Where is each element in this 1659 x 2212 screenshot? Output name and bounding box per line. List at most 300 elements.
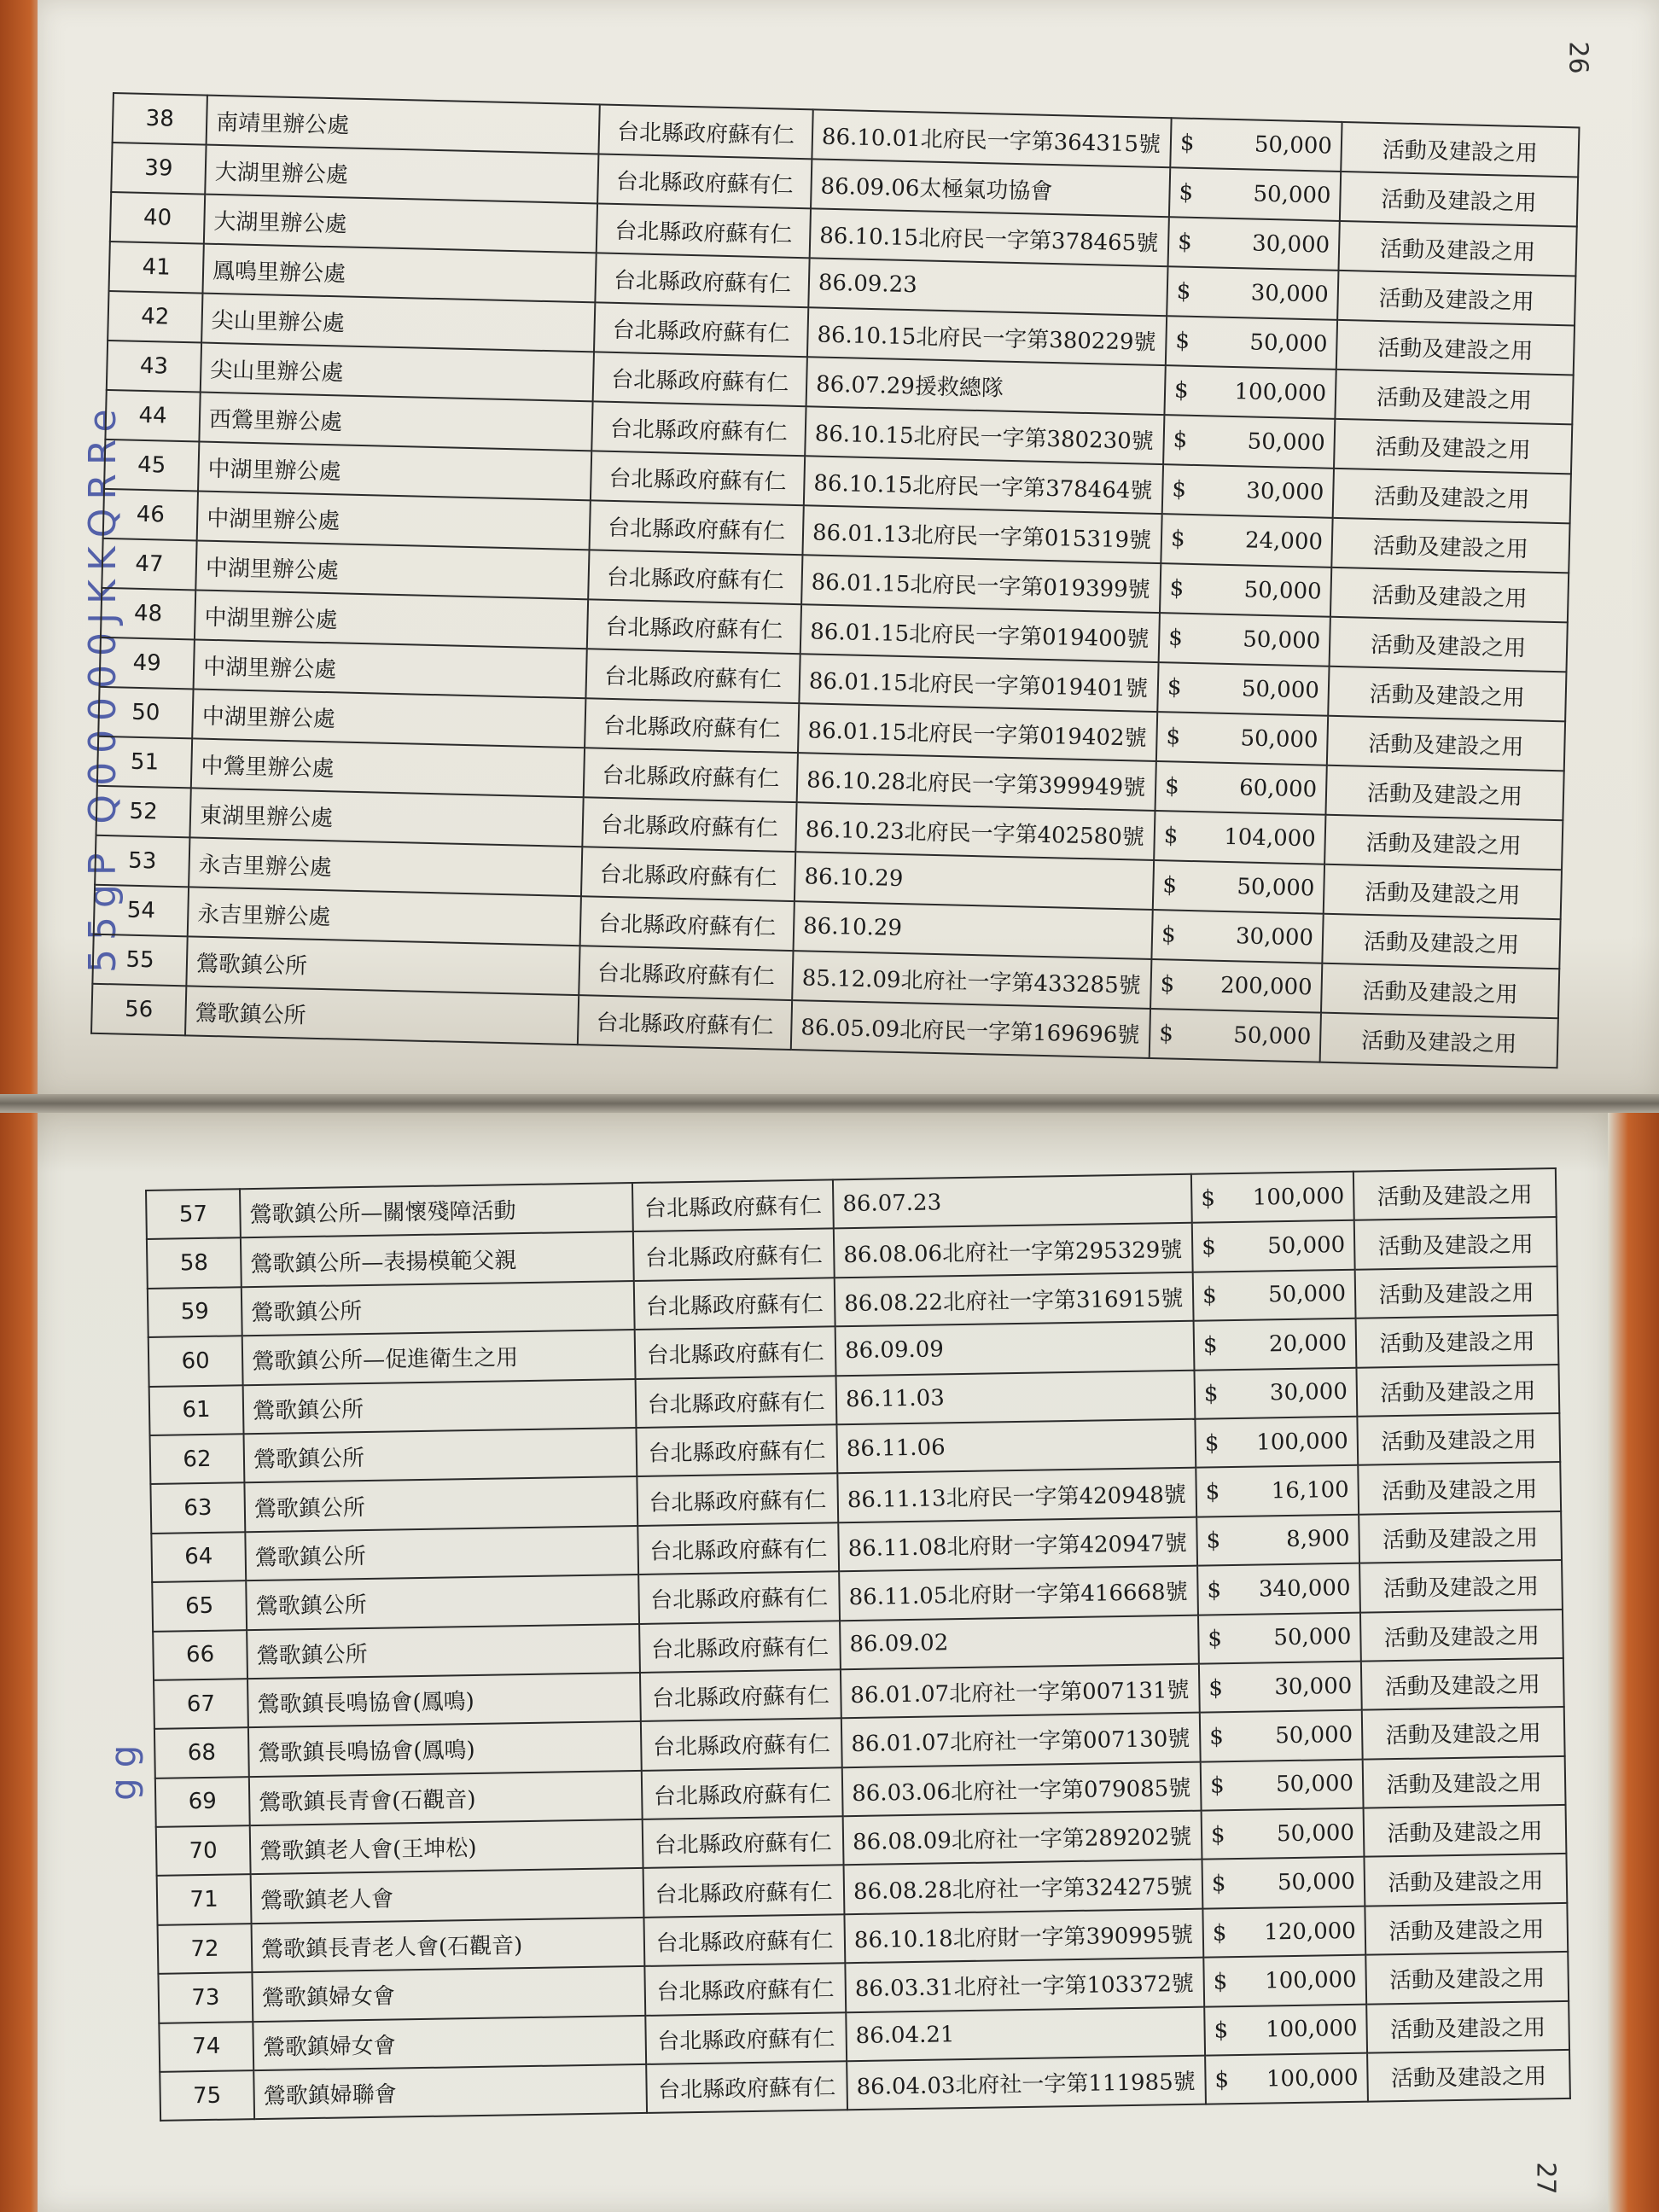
purpose-cell: 活動及建設之用 (1358, 1462, 1561, 1514)
amount-cell (1168, 217, 1340, 271)
amount-cell (1153, 860, 1324, 914)
document-reference-cell: 86.10.29 (795, 852, 1154, 910)
currency-symbol: $ (1201, 1234, 1216, 1260)
granting-authority-cell: 台北縣政府蘇有仁 (585, 649, 800, 703)
granting-authority-cell: 台北縣政府蘇有仁 (641, 1719, 842, 1771)
currency-symbol: $ (1167, 674, 1182, 701)
amount-value: 50,000 (1276, 1819, 1355, 1848)
amount-value: 50,000 (1273, 1624, 1352, 1651)
amount-value: 50,000 (1275, 1771, 1354, 1798)
row-number-cell: 51 (97, 736, 192, 789)
currency-symbol: $ (1212, 1919, 1227, 1947)
purpose-cell: 活動及建設之用 (1331, 518, 1569, 573)
amount-value: 16,100 (1271, 1476, 1349, 1505)
currency-symbol: $ (1179, 179, 1194, 206)
purpose-cell: 活動及建設之用 (1341, 122, 1579, 178)
amount-cell (1155, 761, 1327, 815)
currency-symbol: $ (1173, 377, 1190, 404)
document-reference-cell: 86.10.15北府民一字第378465號 (810, 208, 1169, 266)
amount-value: 20,000 (1268, 1330, 1348, 1358)
amount-cell (1196, 1514, 1359, 1565)
currency-symbol: $ (1202, 1332, 1218, 1359)
document-reference-cell: 86.07.29援救總隊 (806, 357, 1166, 415)
amount-cell (1166, 316, 1337, 370)
currency-symbol: $ (1167, 625, 1184, 651)
currency-symbol: $ (1202, 1283, 1217, 1310)
granting-authority-cell: 台北縣政府蘇有仁 (598, 104, 812, 159)
document-reference-cell: 86.10.15北府民一字第378464號 (804, 456, 1163, 514)
currency-symbol: $ (1160, 971, 1175, 998)
currency-symbol: $ (1208, 1674, 1224, 1702)
amount-value: 104,000 (1223, 824, 1317, 853)
recipient-unit-cell: 西鶯里辦公處 (199, 393, 592, 451)
purpose-cell: 活動及建設之用 (1359, 1560, 1563, 1612)
row-number-cell: 47 (102, 538, 196, 591)
amount-value: 50,000 (1240, 725, 1318, 754)
amount-cell (1202, 1857, 1365, 1908)
document-reference-cell: 86.10.18北府財一字第390995號 (844, 1908, 1203, 1963)
currency-symbol: $ (1164, 773, 1180, 800)
amount-value: 30,000 (1235, 923, 1314, 952)
currency-symbol: $ (1170, 526, 1185, 552)
purpose-cell: 活動及建設之用 (1337, 271, 1575, 326)
purpose-cell: 活動及建設之用 (1325, 765, 1563, 821)
document-reference-cell: 86.08.22北府社一字第316915號 (835, 1272, 1194, 1327)
row-number-cell: 39 (111, 143, 206, 195)
document-reference-cell: 86.04.03北府社一字第111985號 (847, 2056, 1206, 2110)
currency-symbol: $ (1158, 1021, 1174, 1047)
row-number-cell: 68 (154, 1727, 249, 1778)
document-reference-cell: 86.09.23 (808, 258, 1167, 316)
row-number-cell: 44 (105, 390, 200, 442)
granting-authority-cell: 台北縣政府蘇有仁 (597, 203, 811, 258)
amount-cell (1203, 1955, 1366, 2006)
document-reference-cell: 86.08.09北府社一字第289202號 (843, 1811, 1202, 1866)
amount-cell (1161, 514, 1332, 568)
purpose-cell: 活動及建設之用 (1353, 1168, 1557, 1220)
recipient-unit-cell: 鶯歌鎮公所 (245, 1526, 638, 1581)
currency-symbol: $ (1176, 278, 1191, 305)
purpose-cell: 活動及建設之用 (1334, 419, 1572, 474)
currency-symbol: $ (1208, 1724, 1225, 1750)
amount-cell (1154, 811, 1325, 864)
granting-authority-cell: 台北縣政府蘇有仁 (582, 797, 796, 852)
recipient-unit-cell: 鳳鳴里辦公處 (202, 244, 596, 303)
purpose-cell: 活動及建設之用 (1324, 864, 1562, 920)
purpose-cell: 活動及建設之用 (1365, 1903, 1568, 1955)
purpose-cell: 活動及建設之用 (1366, 2001, 1569, 2053)
document-reference-cell: 86.10.15北府民一字第380229號 (807, 307, 1167, 365)
recipient-unit-cell: 鶯歌鎮公所 (243, 1379, 637, 1435)
currency-symbol: $ (1177, 229, 1193, 255)
recipient-unit-cell: 鶯歌鎮公所 (185, 986, 579, 1045)
purpose-cell: 活動及建設之用 (1367, 2050, 1570, 2102)
subsidy-table-bottom-body (146, 1168, 1570, 2121)
recipient-unit-cell: 鶯歌鎮公所 (246, 1575, 639, 1630)
row-number-cell: 65 (152, 1580, 247, 1631)
row-number-cell: 53 (95, 835, 189, 888)
amount-value: 100,000 (1234, 379, 1327, 407)
purpose-cell: 活動及建設之用 (1355, 1266, 1558, 1318)
amount-value: 50,000 (1247, 428, 1326, 457)
purpose-cell: 活動及建設之用 (1340, 172, 1578, 227)
recipient-unit-cell: 中湖里辦公處 (194, 639, 587, 698)
amount-value: 50,000 (1243, 577, 1322, 605)
granting-authority-cell: 台北縣政府蘇有仁 (637, 1474, 838, 1526)
recipient-unit-cell: 永吉里辦公處 (189, 837, 582, 896)
document-reference-cell: 86.01.15北府民一字第019400號 (800, 604, 1160, 662)
amount-value: 100,000 (1266, 2064, 1359, 2093)
amount-value: 50,000 (1249, 329, 1328, 358)
recipient-unit-cell: 鶯歌鎮公所 (247, 1623, 640, 1679)
recipient-unit-cell: 鶯歌鎮婦女會 (253, 2016, 646, 2071)
document-reference-cell: 86.01.15北府民一字第019399號 (801, 555, 1161, 613)
desk-background-right (1608, 1109, 1659, 2212)
document-reference-cell: 86.10.01北府民一字第364315號 (812, 109, 1171, 167)
granting-authority-cell: 台北縣政府蘇有仁 (591, 401, 806, 456)
currency-symbol: $ (1163, 823, 1179, 849)
granting-authority-cell: 台北縣政府蘇有仁 (640, 1669, 841, 1721)
purpose-cell: 活動及建設之用 (1321, 963, 1559, 1019)
granting-authority-cell: 台北縣政府蘇有仁 (588, 550, 802, 604)
row-number-cell: 46 (103, 489, 198, 541)
granting-authority-cell: 台北縣政府蘇有仁 (643, 1866, 845, 1918)
recipient-unit-cell: 中湖里辦公處 (195, 540, 589, 599)
granting-authority-cell: 台北縣政府蘇有仁 (594, 302, 808, 357)
recipient-unit-cell: 鶯歌鎮公所 (244, 1428, 637, 1483)
row-number-cell: 55 (92, 934, 187, 987)
granting-authority-cell: 台北縣政府蘇有仁 (580, 896, 795, 951)
granting-authority-cell: 台北縣政府蘇有仁 (635, 1326, 836, 1378)
granting-authority-cell: 台北縣政府蘇有仁 (593, 352, 807, 406)
amount-cell (1194, 1367, 1357, 1418)
row-number-cell: 48 (101, 588, 195, 640)
granting-authority-cell: 台北縣政府蘇有仁 (581, 847, 795, 901)
row-number-cell: 54 (94, 885, 189, 937)
purpose-cell: 活動及建設之用 (1359, 1511, 1562, 1563)
purpose-cell: 活動及建設之用 (1324, 815, 1563, 870)
purpose-cell: 活動及建設之用 (1333, 469, 1571, 524)
amount-value: 340,000 (1258, 1575, 1351, 1603)
row-number-cell: 56 (91, 984, 186, 1036)
row-number-cell: 50 (98, 687, 193, 739)
purpose-cell: 活動及建設之用 (1357, 1413, 1560, 1465)
amount-value: 30,000 (1274, 1673, 1353, 1700)
currency-symbol: $ (1173, 427, 1188, 453)
granting-authority-cell: 台北縣政府蘇有仁 (632, 1179, 834, 1231)
row-number-cell: 72 (158, 1924, 253, 1974)
purpose-cell: 活動及建設之用 (1330, 617, 1568, 672)
amount-cell (1159, 613, 1330, 667)
row-number-cell: 52 (96, 786, 190, 838)
purpose-cell: 活動及建設之用 (1362, 1707, 1565, 1759)
document-reference-cell: 86.01.15北府民一字第019401號 (799, 654, 1158, 712)
document-reference-cell: 86.10.15北府民一字第380230號 (805, 406, 1164, 464)
document-reference-cell: 86.11.13北府民一字第420948號 (837, 1468, 1196, 1522)
granting-authority-cell: 台北縣政府蘇有仁 (643, 1914, 845, 1966)
amount-cell (1201, 1759, 1364, 1810)
document-reference-cell: 86.03.31北府社一字第103372號 (845, 1958, 1204, 2012)
purpose-cell: 活動及建設之用 (1360, 1609, 1563, 1661)
currency-symbol: $ (1179, 130, 1195, 156)
book-gutter (0, 1094, 1659, 1113)
amount-value: 30,000 (1269, 1379, 1348, 1406)
recipient-unit-cell: 鶯歌鎮公所 (186, 936, 579, 995)
row-number-cell: 64 (151, 1532, 246, 1582)
purpose-cell: 活動及建設之用 (1361, 1658, 1564, 1710)
amount-value: 50,000 (1277, 1868, 1356, 1896)
row-number-cell: 59 (148, 1287, 242, 1337)
document-reference-cell: 86.10.23北府民一字第402580號 (795, 802, 1155, 860)
amount-cell (1169, 167, 1341, 221)
purpose-cell: 活動及建設之用 (1363, 1756, 1566, 1808)
amount-value: 24,000 (1244, 527, 1324, 556)
granting-authority-cell: 台北縣政府蘇有仁 (645, 2012, 847, 2064)
recipient-unit-cell: 中湖里辦公處 (197, 491, 591, 550)
amount-cell (1193, 1270, 1356, 1321)
recipient-unit-cell: 南靖里辦公處 (207, 96, 600, 154)
subsidy-table-top (90, 92, 1580, 1068)
amount-value: 30,000 (1246, 478, 1324, 506)
row-number-cell: 66 (153, 1630, 247, 1680)
currency-symbol: $ (1172, 476, 1187, 503)
row-number-cell: 75 (160, 2070, 254, 2121)
amount-value: 50,000 (1242, 626, 1321, 655)
row-number-cell: 61 (149, 1385, 244, 1435)
currency-symbol: $ (1214, 2066, 1230, 2093)
row-number-cell: 57 (146, 1189, 241, 1239)
page-number-bottom: 27 (1530, 2162, 1561, 2195)
row-number-cell: 67 (154, 1679, 248, 1729)
purpose-cell: 活動及建設之用 (1356, 1315, 1559, 1367)
currency-symbol: $ (1175, 328, 1190, 354)
recipient-unit-cell: 大湖里辦公處 (205, 145, 598, 204)
recipient-unit-cell: 鶯歌鎮婦女會 (252, 1966, 645, 2022)
granting-authority-cell: 台北縣政府蘇有仁 (639, 1621, 841, 1673)
purpose-cell: 活動及建設之用 (1364, 1805, 1567, 1857)
granting-authority-cell: 台北縣政府蘇有仁 (595, 253, 809, 307)
document-reference-cell: 86.10.28北府民一字第399949號 (797, 753, 1156, 811)
recipient-unit-cell: 鶯歌鎮公所—關懷殘障活動 (240, 1183, 633, 1238)
amount-value: 100,000 (1264, 1966, 1357, 1994)
granting-authority-cell: 台北縣政府蘇有仁 (578, 995, 792, 1050)
purpose-cell: 活動及建設之用 (1364, 1854, 1567, 1906)
amount-cell (1192, 1220, 1355, 1272)
row-number-cell: 42 (108, 291, 202, 343)
amount-cell (1199, 1662, 1362, 1713)
document-reference-cell: 86.01.07北府社一字第007130號 (841, 1713, 1201, 1767)
recipient-unit-cell: 中湖里辦公處 (192, 689, 585, 748)
document-reference-cell: 86.11.05北府財一字第416668號 (839, 1566, 1198, 1621)
amount-cell (1163, 415, 1335, 469)
recipient-unit-cell: 鶯歌鎮長鳴協會(鳳鳴) (247, 1673, 641, 1728)
document-reference-cell: 86.09.06太極氣功協會 (811, 159, 1170, 217)
recipient-unit-cell: 鶯歌鎮長青會(石觀音) (249, 1771, 643, 1826)
currency-symbol: $ (1205, 1479, 1220, 1505)
amount-cell (1160, 563, 1331, 617)
granting-authority-cell: 台北縣政府蘇有仁 (590, 500, 804, 555)
amount-value: 30,000 (1251, 230, 1330, 259)
amount-value: 50,000 (1266, 1232, 1346, 1260)
row-number-cell: 71 (157, 1875, 252, 1925)
purpose-cell: 活動及建設之用 (1335, 370, 1573, 425)
currency-symbol: $ (1209, 1773, 1225, 1799)
amount-value: 50,000 (1254, 131, 1333, 160)
row-number-cell: 70 (156, 1825, 251, 1876)
recipient-unit-cell: 鶯歌鎮長鳴協會(鳳鳴) (248, 1721, 642, 1777)
amount-cell (1150, 959, 1322, 1013)
purpose-cell: 活動及建設之用 (1336, 320, 1575, 375)
recipient-unit-cell: 鶯歌鎮公所—促進衛生之用 (242, 1330, 636, 1385)
row-number-cell: 58 (147, 1238, 242, 1289)
document-reference-cell: 86.10.29 (794, 901, 1153, 959)
document-reference-cell: 86.09.02 (840, 1615, 1199, 1669)
granting-authority-cell: 台北縣政府蘇有仁 (642, 1767, 843, 1819)
granting-authority-cell: 台北縣政府蘇有仁 (587, 599, 801, 654)
document-reference-cell: 86.08.28北府社一字第324275號 (844, 1860, 1203, 1914)
granting-authority-cell: 台北縣政府蘇有仁 (591, 451, 805, 505)
row-number-cell: 73 (158, 1972, 253, 2023)
amount-cell (1194, 1318, 1357, 1370)
document-reference-cell: 86.07.23 (833, 1174, 1192, 1229)
amount-cell (1162, 464, 1334, 518)
granting-authority-cell: 台北縣政府蘇有仁 (644, 1963, 846, 2015)
currency-symbol: $ (1210, 1821, 1225, 1848)
granting-authority-cell: 台北縣政府蘇有仁 (584, 748, 798, 802)
currency-symbol: $ (1203, 1381, 1219, 1407)
granting-authority-cell: 台北縣政府蘇有仁 (636, 1376, 837, 1428)
amount-value: 50,000 (1275, 1721, 1353, 1749)
document-reference-cell: 86.01.07北府社一字第007131號 (841, 1664, 1200, 1719)
amount-value: 50,000 (1232, 1022, 1312, 1051)
recipient-unit-cell: 鶯歌鎮老人會 (251, 1868, 644, 1924)
amount-cell (1150, 1009, 1321, 1062)
row-number-cell: 38 (113, 93, 207, 145)
recipient-unit-cell: 東湖里辦公處 (189, 788, 583, 847)
amount-value: 200,000 (1220, 972, 1313, 1001)
row-number-cell: 60 (148, 1336, 243, 1386)
recipient-unit-cell: 鶯歌鎮婦聯會 (253, 2064, 647, 2120)
row-number-cell: 49 (100, 637, 195, 690)
purpose-cell: 活動及建設之用 (1338, 221, 1576, 276)
currency-symbol: $ (1208, 1626, 1223, 1652)
document-reference-cell: 86.09.09 (835, 1321, 1195, 1376)
row-number-cell: 41 (109, 242, 204, 294)
granting-authority-cell: 台北縣政府蘇有仁 (579, 946, 793, 1000)
recipient-unit-cell: 鶯歌鎮公所 (244, 1476, 637, 1532)
subsidy-table-bottom (145, 1167, 1571, 2122)
document-reference-cell: 86.11.06 (836, 1419, 1196, 1474)
subsidy-table-top-body (91, 93, 1579, 1068)
document-reference-cell: 86.08.06北府社一字第295329號 (834, 1223, 1193, 1278)
row-number-cell: 45 (104, 439, 199, 492)
granting-authority-cell: 台北縣政府蘇有仁 (597, 154, 812, 208)
amount-cell (1151, 910, 1323, 963)
granting-authority-cell: 台北縣政府蘇有仁 (633, 1229, 835, 1281)
amount-value: 120,000 (1264, 1918, 1357, 1946)
recipient-unit-cell: 中湖里辦公處 (198, 442, 591, 501)
document-reference-cell: 86.01.15北府民一字第019402號 (798, 703, 1157, 761)
recipient-unit-cell: 鶯歌鎮公所—表揚模範父親 (241, 1231, 634, 1287)
granting-authority-cell: 台北縣政府蘇有仁 (646, 2061, 847, 2113)
currency-symbol: $ (1214, 2017, 1229, 2044)
currency-symbol: $ (1201, 1185, 1216, 1212)
granting-authority-cell: 台北縣政府蘇有仁 (585, 698, 799, 753)
recipient-unit-cell: 鶯歌鎮老人會(王坤松) (250, 1819, 643, 1875)
currency-symbol: $ (1207, 1577, 1222, 1604)
row-number-cell: 40 (110, 192, 205, 244)
document-reference-cell: 86.01.13北府民一字第015319號 (802, 505, 1161, 563)
purpose-cell: 活動及建設之用 (1328, 667, 1566, 722)
document-reference-cell: 86.11.08北府財一字第420947號 (838, 1516, 1197, 1571)
row-number-cell: 63 (150, 1483, 245, 1534)
currency-symbol: $ (1161, 922, 1176, 948)
purpose-cell: 活動及建設之用 (1330, 568, 1569, 623)
document-reference-cell: 86.05.09北府民一字第169696號 (791, 1000, 1150, 1058)
amount-cell (1197, 1563, 1360, 1615)
margin-handwriting-top: 55gP Q00000JKKQRRe (81, 400, 125, 973)
amount-cell (1202, 1808, 1365, 1860)
purpose-cell: 活動及建設之用 (1327, 716, 1565, 771)
amount-value: 30,000 (1250, 280, 1330, 308)
purpose-cell: 活動及建設之用 (1356, 1365, 1559, 1417)
amount-value: 50,000 (1237, 874, 1315, 902)
amount-value: 50,000 (1253, 181, 1331, 209)
purpose-cell: 活動及建設之用 (1354, 1217, 1557, 1269)
amount-cell (1157, 662, 1329, 716)
recipient-unit-cell: 尖山里辦公處 (201, 294, 595, 352)
amount-cell (1156, 712, 1328, 765)
recipient-unit-cell: 鶯歌鎮長青老人會(石觀音) (252, 1918, 645, 1973)
recipient-unit-cell: 中湖里辦公處 (195, 590, 588, 649)
document-reference-cell: 86.04.21 (846, 2006, 1205, 2061)
amount-cell (1204, 2004, 1367, 2055)
amount-cell (1170, 118, 1342, 172)
amount-value: 60,000 (1238, 775, 1318, 803)
currency-symbol: $ (1166, 724, 1181, 750)
currency-symbol: $ (1169, 575, 1185, 602)
amount-value: 100,000 (1265, 2016, 1358, 2043)
recipient-unit-cell: 尖山里辦公處 (201, 343, 594, 402)
row-number-cell: 74 (159, 2022, 253, 2072)
amount-cell (1202, 1906, 1365, 1958)
amount-value: 50,000 (1267, 1281, 1347, 1308)
currency-symbol: $ (1206, 1528, 1221, 1554)
recipient-unit-cell: 中鶯里辦公處 (191, 738, 585, 797)
recipient-unit-cell: 大湖里辦公處 (204, 195, 597, 253)
row-number-cell: 43 (107, 341, 201, 393)
granting-authority-cell: 台北縣政府蘇有仁 (643, 1816, 844, 1868)
recipient-unit-cell: 鶯歌鎮公所 (242, 1281, 635, 1336)
currency-symbol: $ (1162, 872, 1178, 899)
currency-symbol: $ (1211, 1871, 1226, 1897)
row-number-cell: 69 (155, 1777, 250, 1827)
amount-value: 50,000 (1241, 676, 1320, 704)
amount-value: 100,000 (1252, 1183, 1345, 1211)
amount-cell (1167, 266, 1338, 320)
page-number-top: 26 (1563, 41, 1593, 74)
currency-symbol: $ (1213, 1969, 1228, 1995)
amount-value: 8,900 (1285, 1526, 1350, 1553)
recipient-unit-cell: 永吉里辦公處 (188, 887, 581, 946)
granting-authority-cell: 台北縣政府蘇有仁 (634, 1278, 835, 1330)
margin-handwriting-bottom: gg (102, 1734, 144, 1801)
purpose-cell: 活動及建設之用 (1322, 914, 1560, 969)
row-number-cell: 62 (150, 1434, 245, 1484)
document-reference-cell: 86.03.06北府社一字第079085號 (842, 1761, 1202, 1816)
amount-value: 100,000 (1256, 1428, 1349, 1456)
granting-authority-cell: 台北縣政府蘇有仁 (636, 1424, 837, 1476)
